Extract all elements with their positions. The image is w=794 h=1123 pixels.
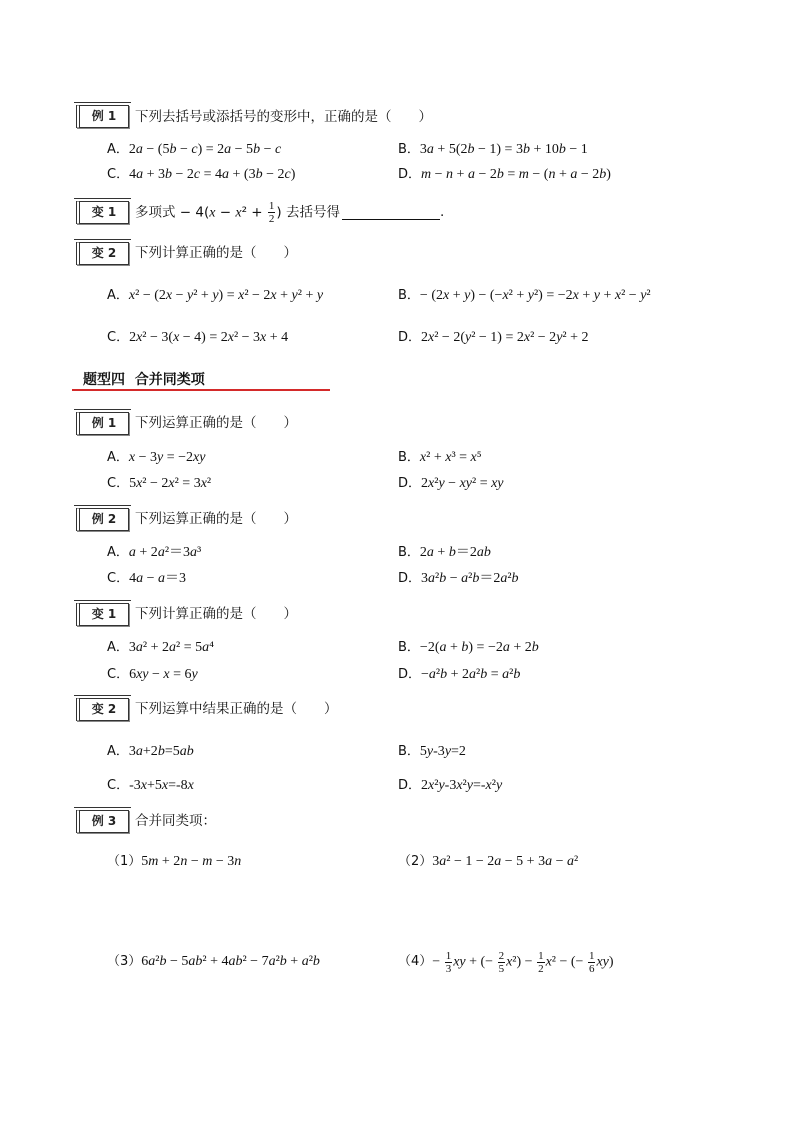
option-expression: -3x+5x=-8x xyxy=(129,778,194,793)
tag-text: 变 2 xyxy=(91,702,117,716)
tag-text: 例 3 xyxy=(91,814,117,828)
item-expression: 6a²b − 5ab² + 4ab² − 7a²b + a²b xyxy=(141,954,320,969)
math-variable: a xyxy=(467,167,475,182)
tag-text: 变 2 xyxy=(91,246,117,260)
option-d xyxy=(398,570,519,588)
option-expression: x² + x³ = x⁵ xyxy=(419,450,482,465)
option-b xyxy=(398,141,588,159)
option-label: A． xyxy=(107,142,129,157)
math-variable: xy xyxy=(136,667,149,682)
tag-text: 变 1 xyxy=(91,607,117,621)
math-variable: b xyxy=(439,571,447,586)
option-expression: 4a − a＝3 xyxy=(129,571,186,586)
math-variable: a xyxy=(135,640,143,655)
math-variable: b xyxy=(461,640,469,655)
fraction xyxy=(268,200,276,225)
option-label: D． xyxy=(398,330,422,345)
math-variable: x xyxy=(545,954,552,970)
option-c xyxy=(107,166,295,184)
math-variable: y xyxy=(426,744,434,759)
option-label: B． xyxy=(398,545,420,560)
option-c xyxy=(107,329,288,347)
math-variable: x xyxy=(136,476,143,491)
math-variable: a xyxy=(135,142,143,157)
math-variable: c xyxy=(191,142,198,157)
item-label: （1） xyxy=(107,854,142,869)
option-label: C． xyxy=(107,778,130,793)
math-variable: a xyxy=(136,167,144,182)
fraction-numerator: 2 xyxy=(498,949,505,962)
math-variable: x xyxy=(428,476,435,491)
option-label: A． xyxy=(107,545,129,560)
math-variable: b xyxy=(253,142,261,157)
math-variable: a xyxy=(268,954,276,969)
variant-tag xyxy=(76,201,129,224)
math-variable: m xyxy=(518,167,529,182)
math-variable: y xyxy=(495,778,503,793)
math-variable: x xyxy=(238,288,245,303)
math-variable: x xyxy=(136,330,143,345)
math-variable: x xyxy=(485,778,492,793)
option-expression: 3a² + 2a² = 5a⁴ xyxy=(128,640,214,655)
math-variable: a xyxy=(494,854,502,869)
question-text: 下列去括号或添括号的变形中，正确的是（ ） xyxy=(135,109,432,125)
math-variable: y xyxy=(191,667,198,682)
option-label: B． xyxy=(398,142,420,157)
question-text: 下列运算中结果正确的是（ ） xyxy=(135,701,338,717)
option-c xyxy=(107,666,198,684)
math-variable: a xyxy=(502,667,510,682)
math-variable: a xyxy=(439,640,447,655)
option-label: D． xyxy=(398,571,422,586)
item-expression: 5m + 2n − m − 3n xyxy=(141,854,242,869)
math-variable: b xyxy=(599,167,607,182)
math-variable: b xyxy=(164,167,172,182)
question-text: 下列运算正确的是（ ） xyxy=(135,415,297,431)
option-a xyxy=(107,743,194,761)
option-label: B． xyxy=(398,450,420,465)
math-variable: y xyxy=(556,330,563,345)
example-tag xyxy=(76,412,129,435)
math-variable: b xyxy=(513,667,521,682)
question-text: 下列计算正确的是（ ） xyxy=(135,245,297,261)
option-expression: 6xy − x = 6y xyxy=(129,667,198,682)
exercise-item-1 xyxy=(107,853,241,871)
exercise-item-4 xyxy=(398,946,614,978)
tag-text: 例 2 xyxy=(91,512,117,526)
math-variable: m xyxy=(148,854,159,869)
option-label: C． xyxy=(107,330,130,345)
option-label: D． xyxy=(398,167,422,182)
fraction xyxy=(498,950,506,975)
math-variable: x xyxy=(428,330,435,345)
math-variable: n xyxy=(234,854,242,869)
option-expression: 3a+2b=5ab xyxy=(128,744,194,759)
option-b xyxy=(398,449,482,467)
option-label: A． xyxy=(107,288,129,303)
option-expression: 3a + 5(2b − 1) = 3b + 10b − 1 xyxy=(419,142,588,157)
math-variable: y xyxy=(444,744,452,759)
math-variable: x xyxy=(419,450,427,465)
option-expression: 5x² − 2x² = 3x² xyxy=(129,476,212,491)
math-variable: xy xyxy=(453,954,466,970)
math-variable: xy xyxy=(596,954,609,970)
math-variable: a xyxy=(439,854,447,869)
math-variable: c xyxy=(193,167,201,182)
math-variable: b xyxy=(440,667,448,682)
fraction-denominator: 6 xyxy=(588,962,595,975)
math-variable: m xyxy=(421,167,432,182)
option-b xyxy=(398,639,539,657)
math-variable: y xyxy=(464,288,471,303)
item-expression: 3a² − 1 − 2a − 5 + 3a − a² xyxy=(432,854,579,869)
option-b xyxy=(398,544,491,562)
math-variable: x xyxy=(161,778,169,793)
math-variable: a xyxy=(428,571,436,586)
math-variable: x xyxy=(168,476,175,491)
math-variable: b xyxy=(558,142,566,157)
question-suffix: . xyxy=(439,204,445,220)
math-variable: a xyxy=(202,640,210,655)
fill-in-question xyxy=(135,198,444,226)
item-label: （4） xyxy=(398,954,433,969)
option-expression: a + 2a²＝3a³ xyxy=(128,545,202,560)
math-variable: x xyxy=(128,288,136,303)
math-variable: x xyxy=(614,288,622,303)
example-tag xyxy=(76,105,129,128)
fraction-denominator: 2 xyxy=(268,212,275,225)
item-label: （3） xyxy=(107,954,142,969)
math-variable: a xyxy=(169,640,176,655)
option-expression: 5y-3y=2 xyxy=(419,744,466,759)
tag-text: 例 1 xyxy=(91,416,117,430)
math-variable: x xyxy=(260,330,267,345)
math-variable: x xyxy=(445,450,452,465)
option-d xyxy=(398,777,502,795)
option-expression: x² − (2x − y² + y) = x² − 2x + y² + y xyxy=(128,288,324,303)
math-variable: x xyxy=(523,330,531,345)
math-variable: x xyxy=(140,778,147,793)
math-variable: a xyxy=(157,545,165,560)
math-variable: b xyxy=(480,667,488,682)
option-label: C． xyxy=(107,571,130,586)
option-expression: −2(a + b) = −2a + 2b xyxy=(419,640,539,655)
math-variable: y xyxy=(438,476,445,491)
exercise-item-3 xyxy=(107,953,320,971)
option-label: B． xyxy=(398,288,420,303)
option-expression: 4a + 3b − 2c = 4a + (3b − 2c) xyxy=(129,167,296,182)
math-variable: b xyxy=(448,545,456,560)
math-variable: x xyxy=(506,954,513,970)
option-expression: 2x²y − xy² = xy xyxy=(421,476,504,491)
option-label: A． xyxy=(107,744,129,759)
math-variable: c xyxy=(284,167,291,182)
fraction xyxy=(588,950,596,975)
math-variable: ab xyxy=(476,545,491,560)
option-label: C． xyxy=(107,167,130,182)
math-variable: xy xyxy=(491,476,504,491)
math-variable: a xyxy=(570,167,578,182)
fraction-numerator: 1 xyxy=(268,199,275,212)
math-variable: x xyxy=(502,288,509,303)
math-variable: b xyxy=(157,744,165,759)
question-text: 合并同类项： xyxy=(135,813,216,829)
math-variable: y xyxy=(438,778,445,793)
math-variable: x xyxy=(173,330,180,345)
option-label: D． xyxy=(398,476,422,491)
math-variable: a xyxy=(545,854,553,869)
option-label: C． xyxy=(107,667,130,682)
option-expression: 2x²y-3x²y=-x²y xyxy=(421,778,503,793)
math-variable: x xyxy=(456,778,463,793)
fraction xyxy=(445,950,453,975)
math-variable: y xyxy=(465,330,472,345)
math-variable: b xyxy=(467,142,475,157)
math-variable: a xyxy=(469,667,477,682)
example-tag xyxy=(76,810,129,833)
option-label: A． xyxy=(107,640,129,655)
math-variable: y xyxy=(291,288,298,303)
math-variable: y xyxy=(640,288,647,303)
option-expression: 2a − (5b − c) = 2a − 5b − c xyxy=(128,142,282,157)
math-variable: y xyxy=(212,288,219,303)
option-b xyxy=(398,743,466,761)
math-variable: xy xyxy=(459,476,472,491)
fraction-denominator: 5 xyxy=(498,962,505,975)
item-expression: − $\frac{1}{3}$ xy + (− $\frac{2}{5}$ x²) − $\frac{1}{2}$ x² − (− $\frac{1}{6}$ xy) xyxy=(432,949,614,975)
fraction-numerator: 1 xyxy=(445,949,452,962)
math-variable: a xyxy=(566,854,574,869)
answer-blank[interactable] xyxy=(342,204,440,220)
math-variable: n xyxy=(446,167,454,182)
math-variable: x xyxy=(235,205,242,220)
math-variable: x xyxy=(128,450,136,465)
math-variable: x xyxy=(470,450,477,465)
math-variable: y xyxy=(593,288,600,303)
exercise-item-2 xyxy=(398,853,578,871)
math-variable: a xyxy=(222,167,230,182)
option-c xyxy=(107,777,194,795)
math-variable: a xyxy=(224,142,232,157)
fraction-numerator: 1 xyxy=(588,949,595,962)
option-expression: 3a²b − a²b＝2a²b xyxy=(421,571,519,586)
math-variable: b xyxy=(279,954,287,969)
math-variable: a xyxy=(136,571,144,586)
option-expression: 2x² − 3(x − 4) = 2x² − 3x + 4 xyxy=(129,330,289,345)
math-variable: x xyxy=(428,778,435,793)
math-variable: b xyxy=(511,571,519,586)
option-label: A． xyxy=(107,450,129,465)
option-label: D． xyxy=(398,667,422,682)
math-variable: a xyxy=(190,545,198,560)
option-b xyxy=(398,287,651,305)
math-variable: a xyxy=(426,142,434,157)
math-variable: x xyxy=(572,288,579,303)
option-expression: x − 3y = −2xy xyxy=(128,450,206,465)
option-a xyxy=(107,544,201,562)
example-tag xyxy=(76,508,129,531)
option-label: D． xyxy=(398,778,422,793)
option-label: B． xyxy=(398,640,420,655)
math-variable: b xyxy=(522,142,530,157)
math-variable: a xyxy=(148,954,156,969)
option-label: C． xyxy=(107,476,130,491)
math-variable: x xyxy=(270,288,277,303)
tag-text: 例 1 xyxy=(91,109,117,123)
option-expression: − (2x + y) − (−x² + y²) = −2x + y + x² − y² xyxy=(419,288,651,303)
math-variable: x xyxy=(165,288,173,303)
math-variable: a xyxy=(500,571,508,586)
option-c xyxy=(107,475,211,493)
item-label: （2） xyxy=(398,854,433,869)
math-variable: a xyxy=(157,571,165,586)
option-d xyxy=(398,666,520,684)
math-variable: c xyxy=(274,142,282,157)
option-c xyxy=(107,570,186,588)
option-expression: 2x² − 2(y² − 1) = 2x² − 2y² + 2 xyxy=(421,330,589,345)
option-label: B． xyxy=(398,744,420,759)
option-expression: 2a + b＝2ab xyxy=(419,545,491,560)
fraction xyxy=(537,950,545,975)
heading-underline xyxy=(72,389,330,391)
math-variable: b xyxy=(472,571,480,586)
math-variable: a xyxy=(301,954,309,969)
fraction-numerator: 1 xyxy=(538,949,544,962)
math-variable: a xyxy=(128,545,136,560)
section-heading: 题型四 合并同类项 xyxy=(83,372,205,388)
math-variable: ab xyxy=(228,954,243,969)
option-a xyxy=(107,639,214,657)
math-variable: x xyxy=(209,205,216,220)
math-variable: n xyxy=(180,854,188,869)
math-variable: m xyxy=(202,854,213,869)
variant-tag xyxy=(76,603,129,626)
math-variable: y xyxy=(157,450,164,465)
math-variable: y xyxy=(316,288,324,303)
tag-text: 变 1 xyxy=(91,205,117,219)
math-variable: x xyxy=(187,778,194,793)
math-variable: b xyxy=(255,167,263,182)
math-variable: b xyxy=(159,954,167,969)
fraction-denominator: 3 xyxy=(445,962,452,975)
math-variable: x xyxy=(200,476,207,491)
variant-tag xyxy=(76,698,129,721)
question-expression: 多项式 − 4(x − x² + $\frac{1}{2}$ ) 去括号得 xyxy=(135,199,340,225)
math-variable: ab xyxy=(188,954,203,969)
question-text: 下列运算正确的是（ ） xyxy=(135,511,297,527)
math-variable: a xyxy=(461,571,469,586)
option-a xyxy=(107,449,205,467)
math-variable: a xyxy=(428,667,436,682)
option-d xyxy=(398,475,504,493)
math-variable: a xyxy=(135,744,143,759)
fraction-denominator: 2 xyxy=(538,962,544,975)
option-expression: −a²b + 2a²b = a²b xyxy=(421,667,521,682)
math-variable: b xyxy=(169,142,177,157)
option-a xyxy=(107,287,323,305)
question-text: 下列计算正确的是（ ） xyxy=(135,606,297,622)
option-d xyxy=(398,329,589,347)
math-variable: y xyxy=(527,288,534,303)
math-variable: n xyxy=(548,167,556,182)
math-variable: x xyxy=(227,330,234,345)
math-variable: x xyxy=(442,288,450,303)
option-d xyxy=(398,166,611,184)
math-variable: a xyxy=(426,545,434,560)
math-variable: xy xyxy=(193,450,206,465)
math-variable: y xyxy=(466,778,473,793)
math-variable: x xyxy=(163,667,170,682)
math-variable: b xyxy=(312,954,320,969)
math-variable: a xyxy=(502,640,510,655)
math-variable: b xyxy=(496,167,504,182)
option-a xyxy=(107,141,281,159)
math-variable: b xyxy=(531,640,539,655)
option-expression: m − n + a − 2b = m − (n + a − 2b) xyxy=(421,167,611,182)
variant-tag xyxy=(76,242,129,265)
math-variable: ab xyxy=(179,744,194,759)
math-variable: y xyxy=(187,288,194,303)
